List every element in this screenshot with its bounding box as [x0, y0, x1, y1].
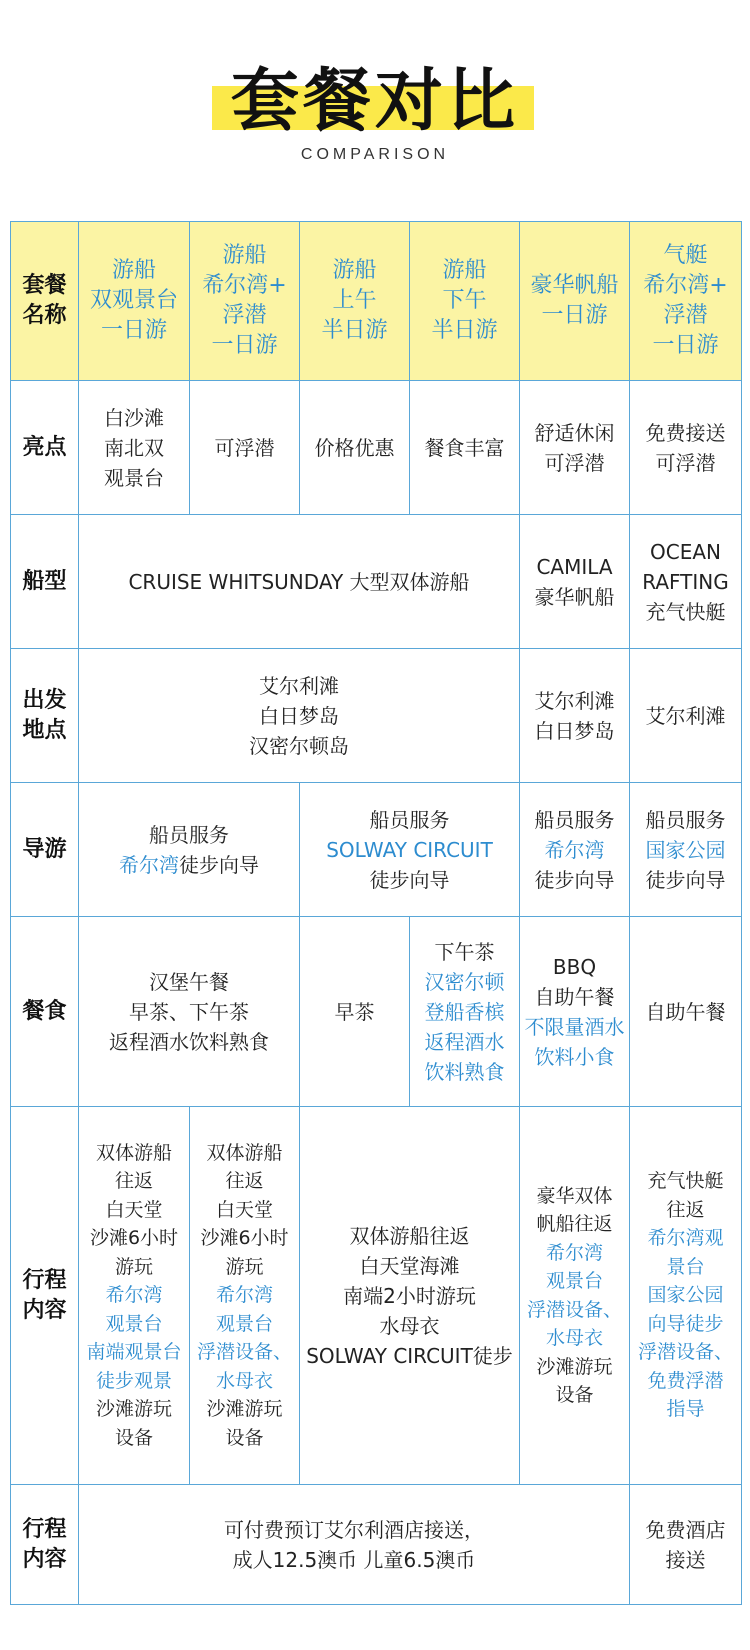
page-subtitle: COMPARISON — [300, 146, 450, 163]
cell-line: 可浮潜 — [544, 450, 605, 475]
food-c — [410, 917, 520, 1107]
cell-line: 艾尔利滩 — [645, 703, 726, 728]
row-header-line: 出发 — [22, 687, 67, 713]
cell-line: 白日梦岛 — [259, 703, 339, 728]
highlight-1 — [79, 381, 190, 515]
cell-line: 设备 — [114, 1426, 153, 1449]
cell-line: OCEAN — [650, 539, 721, 564]
cell-line: 白天堂海滩 — [359, 1253, 460, 1278]
boat-type-ocean — [630, 515, 741, 649]
cell-line: 沙滩游玩 — [95, 1398, 172, 1421]
row-header-food — [11, 917, 79, 1107]
cell-line: 免费浮潜 — [647, 1369, 724, 1392]
cell-line: 豪华帆船 — [534, 584, 615, 609]
cell-line: 指导 — [666, 1398, 705, 1421]
package-name-line: 浮潜 — [663, 303, 708, 328]
cell-line: 南北双 — [104, 435, 164, 460]
cell-text: 徒步向导 — [179, 852, 259, 877]
package-name-line: 游船 — [442, 258, 487, 283]
cell-line: 成人12.5澳币 儿童6.5澳币 — [232, 1547, 476, 1572]
cell-line: SOLWAY CIRCUIT — [326, 837, 493, 862]
row-header-name — [11, 222, 79, 381]
row-header-line: 地点 — [22, 717, 67, 743]
cell-line: 充气快艇 — [647, 1170, 724, 1193]
package-name-line: 希尔湾+ — [202, 273, 287, 298]
itinerary-2 — [190, 1107, 300, 1485]
page-title: 套餐对比 — [230, 62, 519, 141]
cell-line — [119, 850, 259, 880]
cell-line: 沙滩游玩 — [536, 1355, 613, 1378]
cell-line: 船员服务 — [149, 822, 229, 847]
cell-line: 白天堂 — [105, 1198, 163, 1221]
cell-line: 汉密尔顿 — [424, 969, 505, 994]
row-header-line: 导游 — [22, 836, 67, 862]
cell-line: 汉堡午餐 — [149, 969, 229, 994]
cell-line: RAFTING — [642, 569, 729, 594]
guide-a — [79, 783, 300, 917]
guide-d — [630, 783, 741, 917]
cell-line: 登船香槟 — [424, 999, 505, 1024]
package-name-line: 豪华帆船 — [530, 273, 619, 298]
cell-line: 可浮潜 — [655, 450, 716, 475]
cell-line: 水母衣 — [215, 1369, 273, 1392]
cell-line: 艾尔利滩 — [534, 688, 615, 713]
departure-cruise — [79, 649, 520, 783]
cell-line: 白沙滩 — [104, 405, 164, 430]
cell-line: 早茶 — [334, 999, 375, 1024]
cell-line: 可付费预订艾尔利酒店接送， — [224, 1517, 484, 1542]
cell-line: 观景台 — [104, 465, 164, 490]
package-name-line: 希尔湾+ — [643, 273, 728, 298]
cell-line: 水母衣 — [379, 1313, 440, 1338]
cell-line: 往返 — [225, 1170, 264, 1193]
row-header-line: 内容 — [22, 1297, 67, 1323]
package-name-5 — [520, 222, 630, 381]
cell-line: 国家公园 — [645, 837, 726, 862]
cell-line: 饮料熟食 — [424, 1059, 505, 1084]
package-name-3 — [300, 222, 410, 381]
cell-line: 餐食丰富 — [424, 435, 505, 460]
package-name-line: 半日游 — [431, 318, 498, 343]
cell-line: 设备 — [555, 1384, 594, 1406]
food-e — [630, 917, 741, 1107]
cell-line: 景台 — [666, 1255, 705, 1278]
cell-line: 不限量酒水 — [524, 1014, 625, 1039]
cell-line: 价格优惠 — [314, 435, 395, 460]
row-header-line: 内容 — [22, 1546, 67, 1572]
cell-line: 双体游船往返 — [349, 1223, 470, 1248]
package-name-line: 半日游 — [321, 318, 388, 343]
cell-line: 自助午餐 — [645, 999, 726, 1024]
package-name-line: 一日游 — [211, 333, 278, 358]
package-name-line: 游船 — [332, 258, 377, 283]
cell-line: SOLWAY CIRCUIT徒步 — [306, 1343, 513, 1368]
package-name-line: 气艇 — [663, 243, 708, 268]
transfer-paid — [79, 1485, 630, 1604]
row-header-line: 行程 — [22, 1516, 67, 1542]
cell-line: 船员服务 — [534, 807, 615, 832]
cell-line: 观景台 — [105, 1312, 163, 1335]
cell-line: 返程酒水饮料熟食 — [109, 1029, 269, 1054]
departure-camila — [520, 649, 630, 783]
cell-line: 浮潜设备、 — [637, 1341, 733, 1364]
cell-line: 观景台 — [545, 1270, 603, 1292]
cell-line: 浮潜设备、 — [196, 1341, 292, 1364]
food-a — [79, 917, 300, 1107]
cell-line: 往返 — [114, 1170, 153, 1193]
cell-line: 希尔湾 — [105, 1284, 163, 1307]
itinerary-1 — [79, 1107, 190, 1485]
row-header-line: 行程 — [22, 1267, 67, 1293]
guide-b — [300, 783, 520, 917]
cell-line: 免费接送 — [645, 420, 726, 445]
highlight-3 — [300, 381, 410, 515]
row-header-departure — [11, 649, 79, 783]
cell-line: 艾尔利滩 — [259, 673, 339, 698]
cell-line: 希尔湾 — [215, 1284, 273, 1307]
highlight-5 — [520, 381, 630, 515]
cell-line: 可浮潜 — [214, 435, 275, 460]
itinerary-3-4 — [300, 1107, 520, 1485]
cell-line: 向导徒步 — [647, 1312, 724, 1335]
row-header-line: 亮点 — [22, 434, 67, 460]
departure-ocean — [630, 649, 741, 783]
cell-line: 南端2小时游玩 — [343, 1283, 476, 1308]
cell-line: 下午茶 — [434, 939, 495, 964]
itinerary-5 — [520, 1107, 630, 1485]
cell-line: 舒适休闲 — [534, 420, 615, 445]
cell-line: 徒步观景 — [95, 1369, 172, 1392]
cell-line: 南端观景台 — [86, 1341, 182, 1364]
cell-line: 饮料小食 — [534, 1044, 615, 1069]
transfer-free — [630, 1485, 741, 1604]
highlight-4 — [410, 381, 520, 515]
cell-line: 豪华双体 — [536, 1184, 613, 1207]
page-header — [0, 0, 750, 215]
package-name-6 — [630, 222, 741, 381]
cell-line: 自助午餐 — [534, 984, 615, 1009]
cell-line: 水母衣 — [545, 1327, 603, 1349]
package-name-line: 一日游 — [652, 333, 719, 358]
cell-line: 双体游船 — [95, 1141, 172, 1164]
cell-line: 游玩 — [225, 1255, 264, 1278]
package-name-2 — [190, 222, 300, 381]
boat-type-cruise — [79, 515, 520, 649]
package-name-line: 浮潜 — [222, 303, 267, 328]
cell-line: 帆船往返 — [536, 1213, 613, 1235]
cell-line: CAMILA — [536, 554, 613, 579]
row-header-line: 船型 — [22, 568, 67, 594]
cell-line: 返程酒水 — [424, 1029, 505, 1054]
cell-line: 浮潜设备、 — [526, 1298, 622, 1321]
cell-line: 早茶、下午茶 — [129, 999, 249, 1024]
cell-line: 船员服务 — [645, 807, 726, 832]
cell-line: 汉密尔顿岛 — [249, 733, 349, 758]
row-header-line: 套餐 — [22, 273, 67, 298]
cell-line: 希尔湾 — [544, 837, 605, 862]
cell-line: 沙滩6小时 — [200, 1227, 289, 1250]
cell-line: 双体游船 — [206, 1141, 283, 1164]
food-d — [520, 917, 630, 1107]
cell-line: 充气快艇 — [645, 599, 726, 624]
cell-line: 白日梦岛 — [534, 718, 615, 743]
cell-line: 观景台 — [215, 1312, 273, 1335]
package-name-line: 双观景台 — [89, 288, 178, 313]
cell-line: 徒步向导 — [645, 867, 726, 892]
row-header-line: 餐食 — [22, 998, 67, 1024]
package-name-line: 一日游 — [541, 303, 608, 328]
cell-line: CRUISE WHITSUNDAY 大型双体游船 — [128, 569, 470, 594]
package-name-line: 游船 — [222, 243, 267, 268]
food-b — [300, 917, 410, 1107]
package-name-4 — [410, 222, 520, 381]
row-header-boat — [11, 515, 79, 649]
package-name-line: 游船 — [111, 258, 156, 283]
cell-line: 沙滩6小时 — [89, 1227, 179, 1250]
cell-line: BBQ — [552, 954, 597, 979]
cell-line: 徒步向导 — [369, 867, 450, 892]
cell-line: 接送 — [665, 1547, 706, 1572]
cell-line: 船员服务 — [369, 807, 450, 832]
cell-line: 设备 — [225, 1426, 264, 1449]
row-header-itinerary — [11, 1107, 79, 1485]
row-header-transfer — [11, 1485, 79, 1604]
boat-type-camila — [520, 515, 630, 649]
cell-line: 沙滩游玩 — [206, 1398, 283, 1421]
row-header-guide — [11, 783, 79, 917]
package-name-line: 一日游 — [100, 318, 167, 343]
cell-line: 白天堂 — [215, 1198, 273, 1221]
itinerary-6 — [630, 1107, 741, 1485]
cell-line: 国家公园 — [647, 1284, 724, 1307]
cell-line: 免费酒店 — [645, 1517, 726, 1542]
row-header-line: 名称 — [22, 303, 67, 328]
cell-line: 希尔湾观 — [647, 1227, 724, 1250]
cell-line: 游玩 — [114, 1255, 153, 1278]
highlight-6 — [630, 381, 741, 515]
highlight-2 — [190, 381, 300, 515]
cell-line: 往返 — [666, 1198, 705, 1221]
row-header-highlight — [11, 381, 79, 515]
guide-c — [520, 783, 630, 917]
package-name-line: 上午 — [332, 288, 377, 313]
comparison-table — [10, 221, 742, 1605]
cell-line: 希尔湾 — [545, 1241, 603, 1264]
cell-line: 徒步向导 — [534, 867, 615, 892]
package-name-line: 下午 — [442, 288, 487, 313]
package-name-1 — [79, 222, 190, 381]
cell-link-text: 希尔湾 — [119, 852, 179, 877]
